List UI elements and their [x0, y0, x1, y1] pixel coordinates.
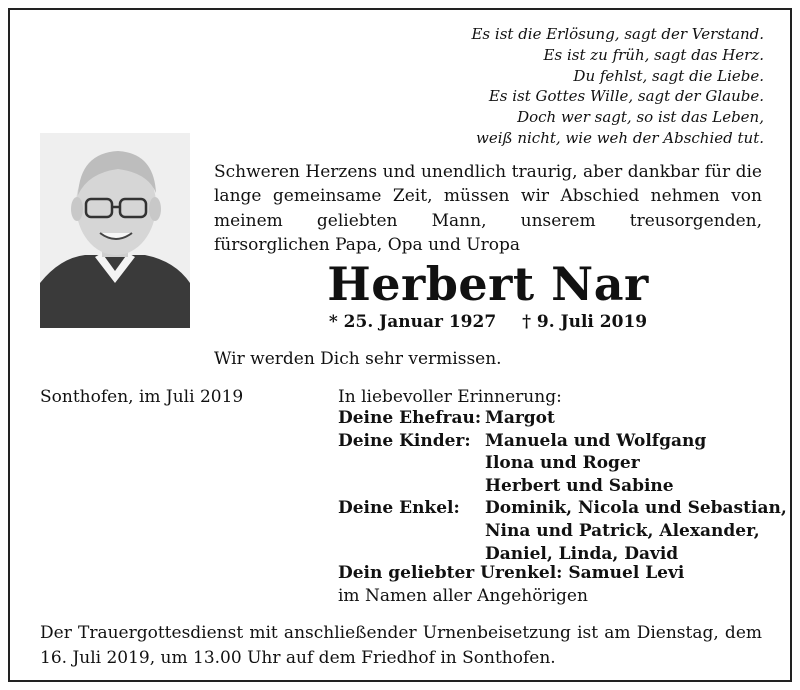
poem-line: Du fehlst, sagt die Liebe. [573, 66, 764, 85]
family-name: Dominik, Nicola und Sebastian, [485, 498, 787, 519]
service-notice: Der Trauergottesdienst mit anschließender Urnenbeisetzung ist am Dienstag, dem 16. Juli 2019, um 13.00 Uhr auf dem Friedhof in Sonthofen. [40, 623, 762, 668]
death-date: † 9. Juli 2019 [522, 312, 648, 332]
family-name: Daniel, Linda, David [485, 543, 679, 564]
relatives-line: im Namen aller Angehörigen [338, 586, 588, 606]
poem-line: Es ist zu früh, sagt das Herz. [543, 45, 764, 64]
family-names [485, 430, 706, 498]
family-row-children [338, 430, 787, 498]
family-list [338, 407, 787, 565]
poem-line: Es ist die Erlösung, sagt der Verstand. [471, 25, 764, 43]
family-row-spouse [338, 407, 787, 430]
miss-text: Wir werden Dich sehr vermissen. [214, 349, 502, 369]
birth-date: * 25. Januar 1927 [328, 312, 497, 332]
life-dates [214, 310, 762, 334]
deceased-name: Herbert Nar [327, 257, 649, 311]
poem-line: Doch wer sagt, so ist das Leben, [517, 108, 764, 127]
poem [440, 24, 764, 149]
family-tail [338, 562, 684, 608]
poem-line: Es ist Gottes Wille, sagt der Glaube. [488, 87, 764, 106]
portrait-photo [40, 133, 190, 328]
family-names [485, 407, 555, 430]
family-label: Deine Ehefrau: [338, 408, 482, 428]
family-name: Ilona und Roger [485, 453, 640, 474]
great-grandchild-line: Dein geliebter Urenkel: Samuel Levi [338, 563, 685, 583]
family-name: Margot [485, 408, 555, 428]
memory-heading: In liebevoller Erinnerung: [338, 387, 562, 407]
family-name: Herbert und Sabine [485, 475, 674, 496]
family-name: Manuela und Wolfgang [485, 430, 707, 451]
family-names [485, 497, 787, 565]
poem-line: weiß nicht, wie weh der Abschied tut. [476, 128, 764, 147]
family-label: Deine Kinder: [338, 430, 471, 451]
family-label: Deine Enkel: [338, 498, 460, 519]
place-date: Sonthofen, im Juli 2019 [40, 387, 244, 407]
intro-text: Schweren Herzens und unendlich traurig, aber dankbar für die lange gemeinsame Zeit, müssen wir Abschied nehmen von meinem geliebten Mann, unserem treusorgenden, fürsorglichen Papa, Opa und Uropa [214, 162, 762, 255]
portrait-illustration [40, 133, 190, 328]
family-name: Nina und Patrick, Alexander, [485, 520, 760, 541]
family-row-grandchildren [338, 497, 787, 565]
